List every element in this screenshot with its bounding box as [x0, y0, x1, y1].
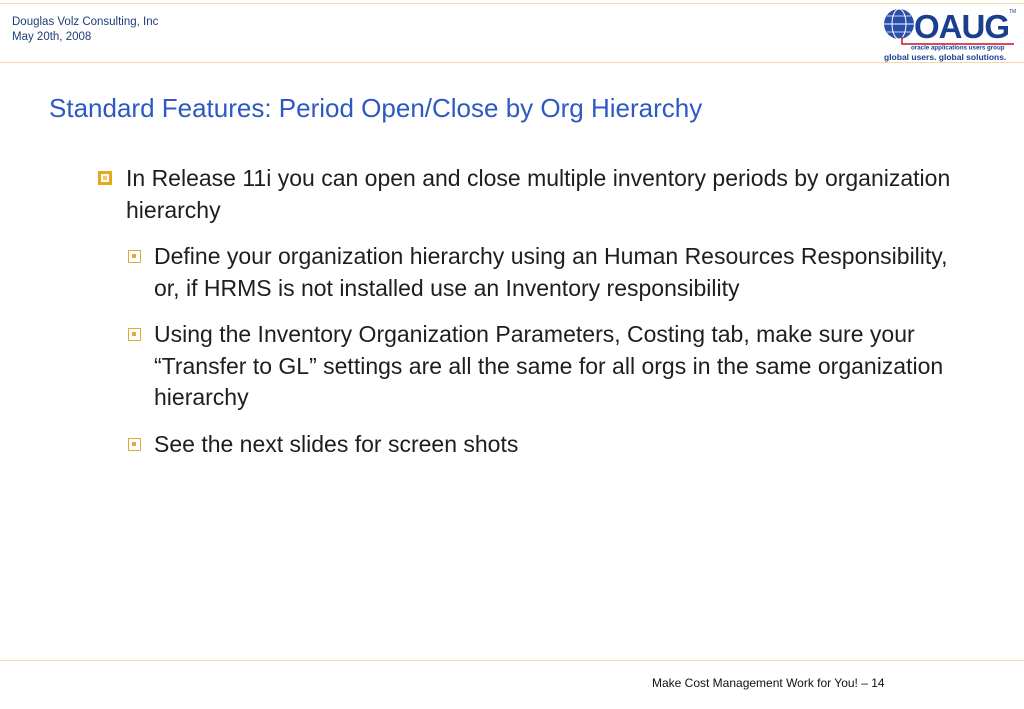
- oaug-logo: [878, 6, 1020, 64]
- top-rule: [0, 3, 1024, 4]
- sub-bullet-item: [126, 429, 958, 461]
- bullet-text: See the next slides for screen shots: [154, 430, 519, 457]
- square-bullet-icon: [128, 250, 141, 263]
- bullet-item: [98, 163, 958, 226]
- svg-text:oracle applications users grou: oracle applications users group: [911, 44, 1005, 52]
- bullet-text: Using the Inventory Organization Parameters, Costing tab, make sure your “Transfer to GL” settings are all the same for all orgs in the same organization hierarchy: [154, 321, 944, 410]
- company-name: Douglas Volz Consulting, Inc: [12, 16, 159, 28]
- slide-footer: Make Cost Management Work for You! – 14: [652, 676, 885, 690]
- oaug-logo-icon: [878, 6, 1020, 52]
- logo-tagline: global users. global solutions.: [884, 52, 1007, 62]
- slide-title: Standard Features: Period Open/Close by Org Hierarchy: [49, 93, 703, 123]
- bullet-text: Define your organization hierarchy using an Human Resources Responsibility, or, if HRMS is not installed use an Inventory responsibility: [154, 243, 948, 301]
- square-bullet-icon: [128, 438, 141, 451]
- square-bullet-icon: [128, 328, 141, 341]
- footer-divider: [0, 660, 1024, 661]
- svg-text:TM: TM: [1009, 9, 1017, 15]
- bullet-text: In Release 11i you can open and close multiple inventory periods by organization hierarchy: [126, 165, 951, 223]
- header-divider: [0, 62, 1024, 63]
- square-bullet-icon: [98, 171, 112, 185]
- svg-text:OAUG: OAUG: [914, 8, 1009, 45]
- header-info: [12, 15, 158, 44]
- presentation-date: May 20th, 2008: [12, 30, 92, 43]
- sub-bullet-item: [126, 319, 958, 414]
- bullet-list: [98, 163, 958, 475]
- sub-bullet-item: [126, 241, 958, 304]
